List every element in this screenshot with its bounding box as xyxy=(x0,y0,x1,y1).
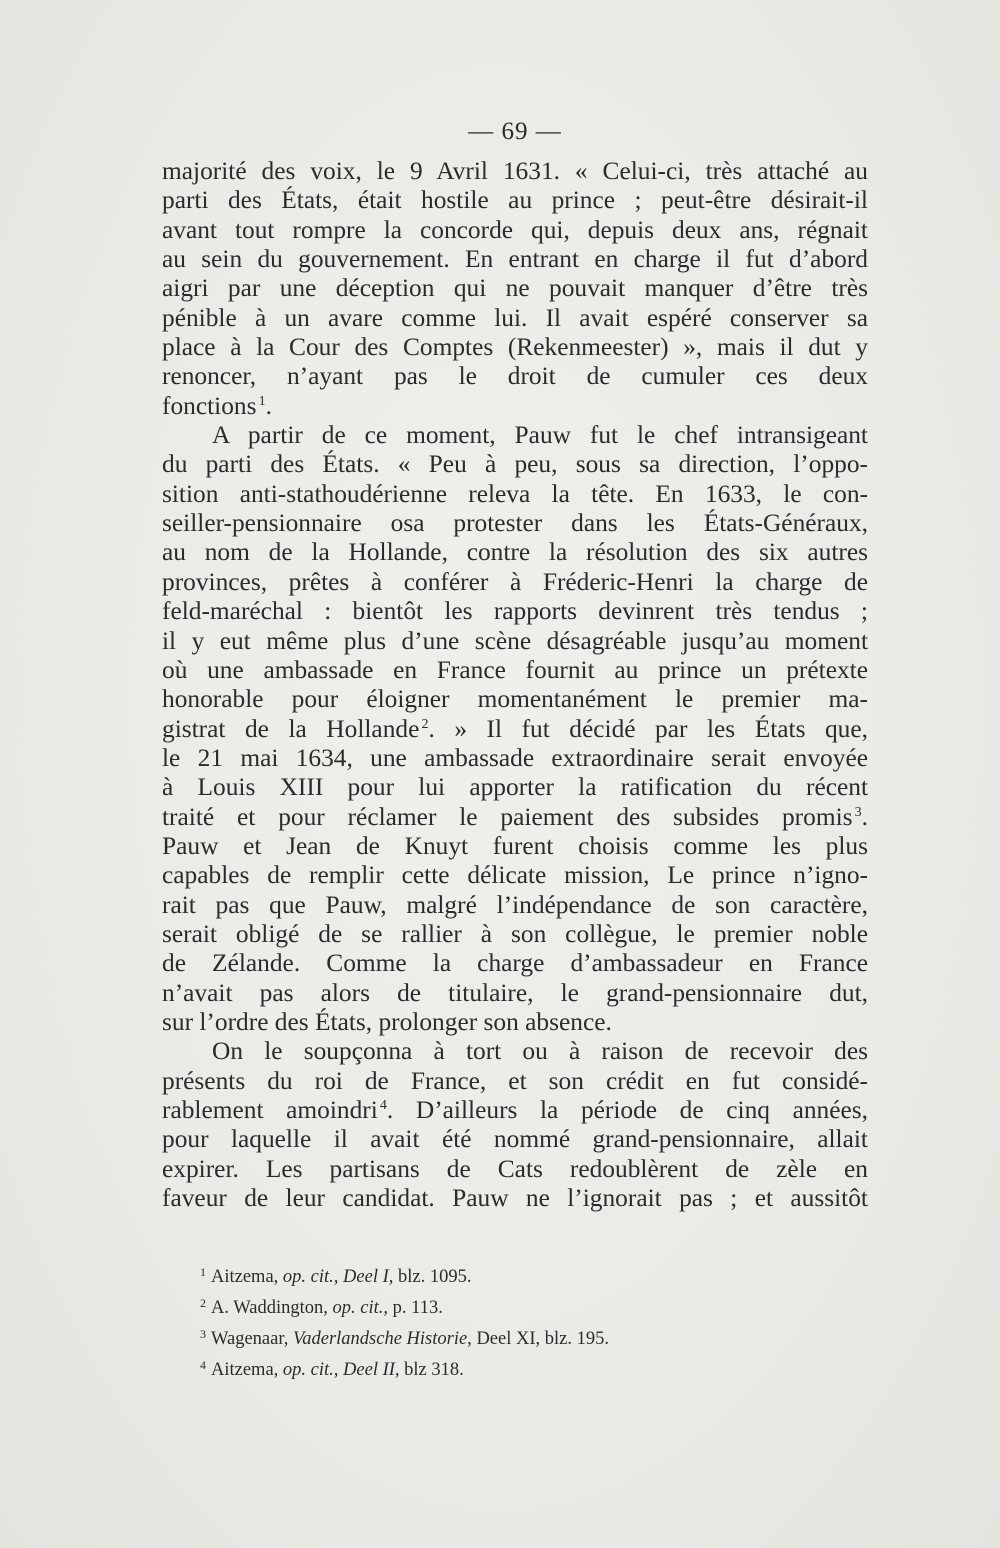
text-fragment: gistrat de la Hollande xyxy=(162,714,420,743)
footnote-ref-4[interactable]: 4 xyxy=(379,1098,387,1113)
text-fragment: . D’ailleurs la période de cinq années, xyxy=(386,1096,869,1124)
text-line xyxy=(162,803,868,832)
text-line: rait pas que Pauw, malgré l’indépendance de son caractère, xyxy=(162,890,868,919)
body-text xyxy=(162,157,868,1213)
footnote-ref-1[interactable]: 1 xyxy=(258,393,266,409)
footnote-author: Wagenaar, xyxy=(211,1329,289,1349)
text-line: pour laquelle il avait été nommé grand-pensionnaire, allait xyxy=(162,1125,868,1154)
paragraph-3 xyxy=(162,1037,868,1213)
text-line xyxy=(162,715,868,744)
text-line: majorité des voix, le 9 Avril 1631. « Celui-ci, très attaché au xyxy=(162,157,868,185)
text-line: au nom de la Hollande, contre la résolution des six autres xyxy=(162,538,868,567)
text-line: faveur de leur candidat. Pauw ne l’ignorait pas ; et aussitôt xyxy=(162,1184,868,1213)
text-line: au sein du gouvernement. En entrant en charge il fut d’abord xyxy=(162,245,868,274)
text-line: il y eut même plus d’une scène désagréable jusqu’au moment xyxy=(162,626,868,655)
footnote-author: A. Waddington, xyxy=(211,1298,328,1318)
text-line: serait obligé de se rallier à son collègue, le premier noble xyxy=(162,919,868,948)
text-line: place à la Cour des Comptes (Rekenmeester) », mais il dut y xyxy=(162,333,868,362)
footnote-locator: blz. 1095. xyxy=(398,1267,472,1287)
footnote-number: 4 xyxy=(200,1358,206,1372)
text-line: présents du roi de France, et son crédit en fut considé- xyxy=(162,1066,868,1095)
footnotes xyxy=(200,1259,820,1383)
footnote-locator: blz 318. xyxy=(404,1360,464,1380)
text-line: à Louis XIII pour lui apporter la ratification du récent xyxy=(162,773,868,802)
text-line: expirer. Les partisans de Cats redoublèrent de zèle en xyxy=(162,1154,868,1183)
footnote-work: op. cit., xyxy=(332,1298,388,1318)
footnote-1 xyxy=(200,1259,820,1290)
text-line: capables de remplir cette délicate mission, Le prince n’igno- xyxy=(162,861,868,890)
text-line: A partir de ce moment, Pauw fut le chef intransigeant xyxy=(212,421,868,450)
text-fragment: traité et pour réclamer le paiement des subsides promis xyxy=(162,802,853,831)
footnote-work: Vaderlandsche Historie, xyxy=(293,1329,472,1349)
text-line xyxy=(162,1096,868,1125)
footnote-locator: Deel XI, blz. 195. xyxy=(476,1329,609,1349)
text-line: aigri par une déception qui ne pouvait manquer d’être très xyxy=(162,274,868,303)
footnote-2 xyxy=(200,1290,820,1321)
text-fragment: . xyxy=(861,802,868,831)
text-line: de Zélande. Comme la charge d’ambassadeur en France xyxy=(162,949,868,978)
text-fragment: . xyxy=(265,391,272,420)
footnote-4 xyxy=(200,1352,820,1383)
footnote-author: Aitzema, xyxy=(211,1267,279,1287)
text-line: Pauw et Jean de Knuyt furent choisis comme les plus xyxy=(162,831,868,860)
text-fragment: rablement amoindri xyxy=(162,1096,378,1124)
text-line: sur l’ordre des États, prolonger son absence. xyxy=(162,1007,612,1036)
text-line: parti des États, était hostile au prince ; peut-être désirait-il xyxy=(162,186,868,215)
footnote-3 xyxy=(200,1321,820,1352)
footnote-number: 1 xyxy=(200,1265,206,1279)
text-line: pénible à un avare comme lui. Il avait espéré conserver sa xyxy=(162,303,868,332)
text-line: où une ambassade en France fournit au prince un prétexte xyxy=(162,655,868,684)
text-line: honorable pour éloigner momentanément le premier ma- xyxy=(162,685,868,714)
text-line xyxy=(162,392,868,421)
page-number: — 69 — xyxy=(468,118,562,145)
text-line: du parti des États. « Peu à peu, sous sa direction, l’oppo- xyxy=(162,450,868,479)
paragraph-1 xyxy=(162,157,868,421)
text-line: avant tout rompre la concorde qui, depuis deux ans, régnait xyxy=(162,215,868,244)
text-line: sition anti-stathoudérienne releva la tête. En 1633, le con- xyxy=(162,479,868,508)
text-line: renoncer, n’ayant pas le droit de cumuler ces deux xyxy=(162,362,868,391)
footnote-locator: p. 113. xyxy=(392,1298,443,1318)
footnote-ref-3[interactable]: 3 xyxy=(854,804,862,820)
text-line: feld-maréchal : bientôt les rapports devinrent très tendus ; xyxy=(162,597,868,626)
text-fragment: . » Il fut décidé par les États que, xyxy=(428,714,868,743)
text-line: On le soupçonna à tort ou à raison de recevoir des xyxy=(212,1037,868,1066)
footnote-ref-2[interactable]: 2 xyxy=(421,716,429,732)
text-line: provinces, prêtes à conférer à Fréderic-Henri la charge de xyxy=(162,567,868,596)
paragraph-2 xyxy=(162,421,868,1037)
text-line: le 21 mai 1634, une ambassade extraordinaire serait envoyée xyxy=(162,743,868,772)
text-line: seiller-pensionnaire osa protester dans les États-Généraux, xyxy=(162,509,868,538)
footnote-number: 2 xyxy=(200,1296,206,1310)
footnote-number: 3 xyxy=(200,1327,206,1341)
text-fragment: fonctions xyxy=(162,391,257,420)
footnote-work: op. cit., Deel I, xyxy=(282,1267,394,1287)
text-line: n’avait pas alors de titulaire, le grand-pensionnaire dut, xyxy=(162,978,868,1007)
footnote-author: Aitzema, xyxy=(211,1360,279,1380)
footnote-work: op. cit., Deel II, xyxy=(282,1360,400,1380)
